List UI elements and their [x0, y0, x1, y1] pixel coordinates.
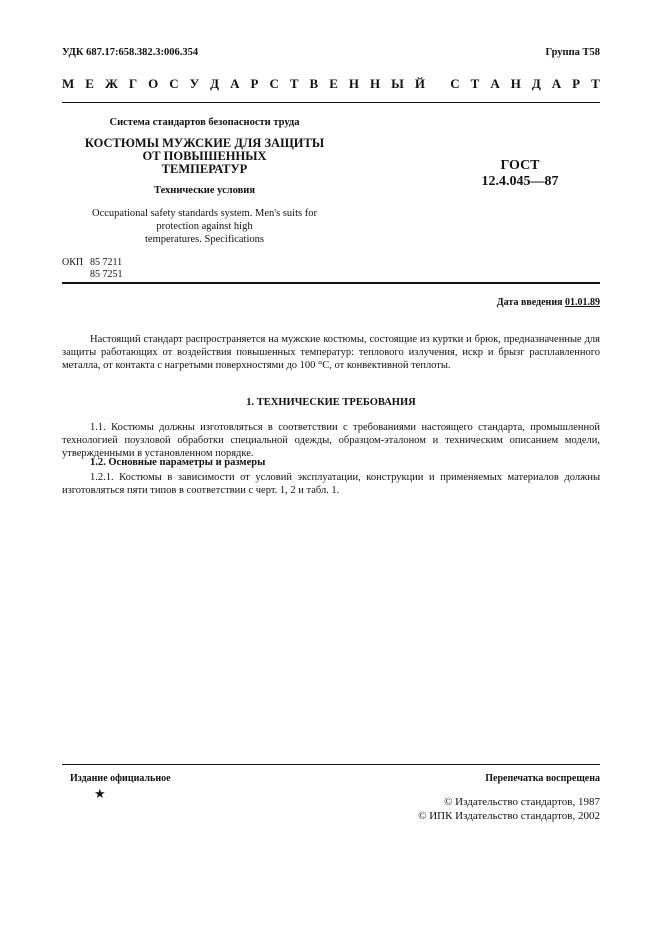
copyright-2: © ИПК Издательство стандартов, 2002 [418, 810, 600, 822]
subsection-1-2: 1.2. Основные параметры и размеры [90, 457, 266, 468]
star-icon: ★ [94, 786, 106, 801]
title-line-3: ТЕМПЕРАТУР [161, 162, 248, 176]
divider-footer [62, 764, 600, 765]
banner-letter: В [309, 76, 319, 91]
gost-number: 12.4.045—87 [481, 174, 559, 189]
banner-letter: Т [591, 76, 600, 91]
divider-header [62, 282, 600, 284]
banner-letter: Н [348, 76, 359, 91]
banner-letter: Ж [104, 76, 118, 91]
banner-letter: М [62, 76, 75, 91]
okp-code-2: 85 7251 [90, 269, 123, 280]
banner-letter: А [551, 76, 562, 91]
standard-type-banner [62, 76, 600, 92]
banner-letter: О [148, 76, 159, 91]
english-line-1: Occupational safety standards system. Men's suits for [92, 208, 317, 219]
banner-letter: С [450, 76, 460, 91]
divider-top [62, 102, 600, 103]
okp-code-1: 85 7211 [90, 257, 123, 268]
intro-date-label: Дата введения [496, 297, 563, 308]
okp-label: ОКП [62, 257, 84, 268]
banner-letter: Е [85, 76, 94, 91]
banner-letter: Н [510, 76, 521, 91]
banner-letter: А [490, 76, 500, 91]
title-line-2: ОТ ПОВЫШЕННЫХ [142, 149, 267, 163]
gost-designation [470, 158, 570, 190]
okp-codes [62, 257, 123, 281]
banner-letter: Ы [391, 76, 404, 91]
banner-letter: Т [470, 76, 480, 91]
banner-letter: Р [572, 76, 581, 91]
banner-letter: Е [329, 76, 338, 91]
banner-letter: С [169, 76, 179, 91]
paragraph-1-1: 1.1. Костюмы должны изготовляться в соответствии с требованиями настоящего стандарта, промышленной технологией поузловой обработки специальной одежды, образцом-эталоном и техническим описанием модели, утвержденными в установленном порядке. [62, 422, 600, 459]
banner-letter: Г [128, 76, 138, 91]
banner-letter: Т [289, 76, 299, 91]
title-line-1: КОСТЮМЫ МУЖСКИЕ ДЛЯ ЗАЩИТЫ [84, 136, 325, 150]
standards-system: Система стандартов безопасности труда [109, 117, 300, 128]
udk-code: УДК 687.17:658.382.3:006.354 [62, 47, 199, 58]
document-subtitle: Технические условия [153, 185, 256, 196]
gost-label: ГОСТ [500, 158, 540, 173]
banner-letter [436, 76, 439, 92]
group-code: Группа Т58 [545, 47, 600, 58]
banner-letter: А [230, 76, 240, 91]
intro-date-value: 01.01.89 [565, 297, 600, 308]
intro-date [497, 297, 600, 308]
paragraph-1-2-1: 1.2.1. Костюмы в зависимости от условий эксплуатации, конструкции и применяемых материалов должны изготовляться пяти типов в соответствии с черт. 1, 2 и табл. 1. [62, 472, 600, 496]
section-title: 1. ТЕХНИЧЕСКИЕ ТРЕБОВАНИЯ [246, 397, 416, 408]
english-line-2: protection against high [156, 221, 253, 232]
english-line-3: temperatures. Specifications [145, 234, 264, 245]
banner-letter: Р [250, 76, 259, 91]
intro-paragraph: Настоящий стандарт распространяется на мужские костюмы, состоящие из куртки и брюк, предназначенные для защиты работающих от воздействия повышенных температур: теплового излучения, искр и брызг расплавленного металла, от контакта с нагретыми поверхностями до 100 °С, от конвективной теплоты. [62, 334, 600, 371]
banner-letter: У [189, 76, 200, 91]
banner-letter: Н [369, 76, 381, 91]
banner-letter: Д [210, 76, 220, 91]
document-title [62, 137, 347, 176]
english-title [62, 207, 347, 246]
banner-letter: С [269, 76, 279, 91]
copyright-1: © Издательство стандартов, 1987 [444, 796, 600, 808]
reprint-note: Перепечатка воспрещена [485, 773, 600, 784]
edition-note: Издание официальное [70, 773, 171, 784]
banner-letter: Й [414, 76, 425, 91]
banner-letter: Д [531, 76, 541, 91]
